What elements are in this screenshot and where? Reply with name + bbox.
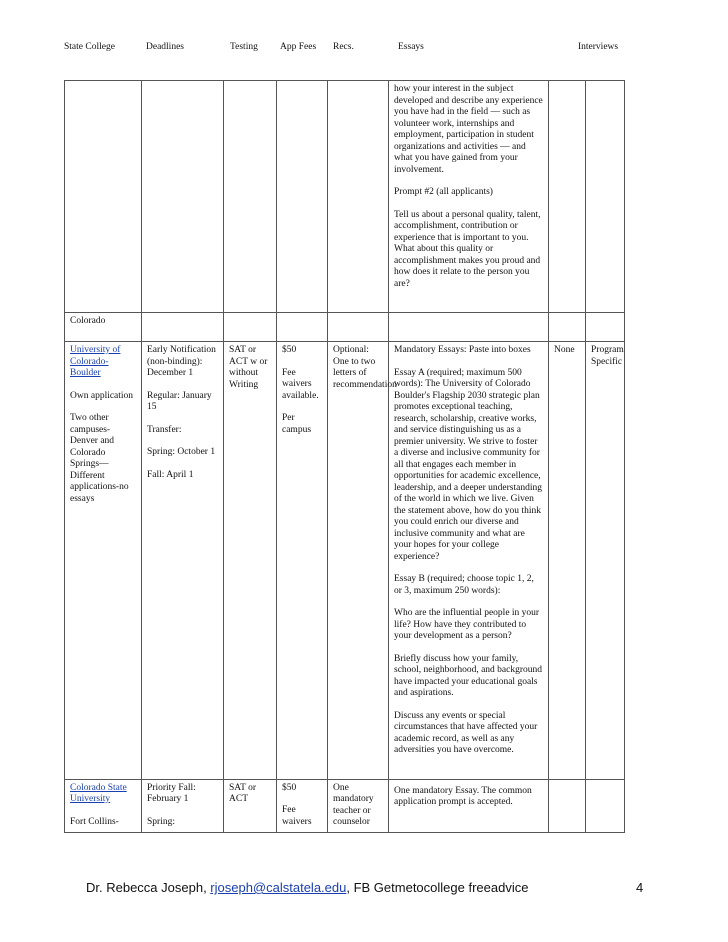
essay-paragraph: Essay B (required; choose topic 1, 2, or 3, maximum 250 words): (394, 574, 534, 596)
fee-item: Fee waivers available. (282, 367, 319, 401)
fees-cell (277, 779, 328, 832)
college-note: Two other campuses-Denver and Colorado Springs—Different applications-no essays (70, 413, 129, 504)
continued-row (65, 81, 625, 313)
essays-cell (389, 342, 549, 780)
section-row-colorado (65, 313, 625, 342)
testing-cell: SAT or ACT w or without Writing (224, 342, 277, 780)
essay-paragraph: Essay A (required; maximum 500 words): The University of Colorado Boulder's Flagship 2030 strategic plan promotes exceptional teaching, research, scholarship, creative works, and service distinguishing us as a premier university. We strive to foster a diverse and inclusive community for all that engages each member in opportunities for academic excellence, leadership, and a deeper understanding of the world in which we live. Given the statement above, how do you think you could enrich our diverse and inclusive community and what are your hopes for your college experience? (394, 367, 542, 562)
recs-cell: Optional: One to two letters of recommendation (328, 342, 389, 780)
header-testing: Testing (230, 42, 258, 52)
deadline-item: Regular: January 15 (147, 390, 212, 412)
college-cell (65, 779, 142, 832)
college-cell (65, 342, 142, 780)
essay-paragraph: Briefly discuss how your family, school, neighborhood, and background have impacted your educational goals and aspirations. (394, 653, 543, 698)
fee-item: $50 (282, 782, 297, 793)
essay-paragraph: Tell us about a personal quality, talent, accomplishment, contribution or experience that is important to you. What about this quality or accomplishment makes you proud and how does it relate to the person you are? (394, 209, 541, 289)
college-link[interactable]: University of Colorado-Boulder (70, 345, 121, 378)
college-table (64, 80, 625, 833)
continued-essays-cell (389, 81, 549, 313)
deadline-item: Early Notification (non-binding): December 1 (147, 345, 216, 378)
fee-item: Per campus (282, 413, 312, 435)
fees-cell (277, 342, 328, 780)
college-note: Fort Collins- (70, 816, 119, 827)
header-recs: Recs. (333, 42, 354, 52)
essay-paragraph: how your interest in the subject developed and describe any experience you have had in the field — such as volunteer work, internships and employment, participation in student organizations and activities — and what you have gained from your involvement. (394, 84, 543, 175)
essay-paragraph: Prompt #2 (all applicants) (394, 187, 493, 197)
table-row (65, 779, 625, 832)
header-app-fees: App Fees (280, 42, 317, 52)
essay-paragraph: One mandatory Essay. The common application prompt is accepted. (394, 785, 532, 807)
college-note: Own application (70, 390, 134, 401)
deadline-item: Priority Fall: February 1 (147, 782, 196, 804)
table-row (65, 342, 625, 780)
interviews-cell: None (549, 342, 586, 780)
deadline-item: Spring: October 1 (147, 447, 216, 457)
footer-suffix: , FB Getmetocollege freeadvice (346, 880, 529, 895)
interviews-cell (549, 779, 586, 832)
header-essays: Essays (398, 42, 424, 52)
fee-item: Fee waivers (282, 805, 312, 827)
footer-author: Dr. Rebecca Joseph, (86, 880, 211, 895)
header-deadlines: Deadlines (146, 42, 184, 52)
deadline-item: Spring: (147, 816, 175, 827)
deadline-item: Fall: April 1 (147, 469, 194, 480)
deadlines-cell (142, 342, 224, 780)
essay-paragraph: Mandatory Essays: Paste into boxes (394, 345, 531, 355)
essay-paragraph: Discuss any events or special circumstances that have affected your academic record, as well as any adversities you have overcome. (394, 710, 538, 755)
essays-cell (389, 779, 549, 832)
recs-cell: One mandatory teacher or counselor (328, 779, 389, 832)
footer-email-link[interactable]: rjoseph@calstatela.edu (210, 880, 347, 895)
extra-cell (586, 779, 625, 832)
deadlines-cell (142, 779, 224, 832)
header-interviews: Interviews (578, 42, 619, 52)
extra-cell: Program Specific (586, 342, 625, 780)
footer-credit (86, 880, 528, 895)
essay-paragraph: Who are the influential people in your life? How have they contributed to your development as a person? (394, 608, 540, 641)
testing-cell: SAT or ACT (224, 779, 277, 832)
college-link[interactable]: Colorado State University (70, 782, 127, 804)
deadline-item: Transfer: (147, 424, 182, 435)
page-number: 4 (636, 880, 644, 895)
header-state-college: State College (64, 42, 115, 52)
section-label: Colorado (65, 313, 142, 342)
fee-item: $50 (282, 345, 297, 355)
